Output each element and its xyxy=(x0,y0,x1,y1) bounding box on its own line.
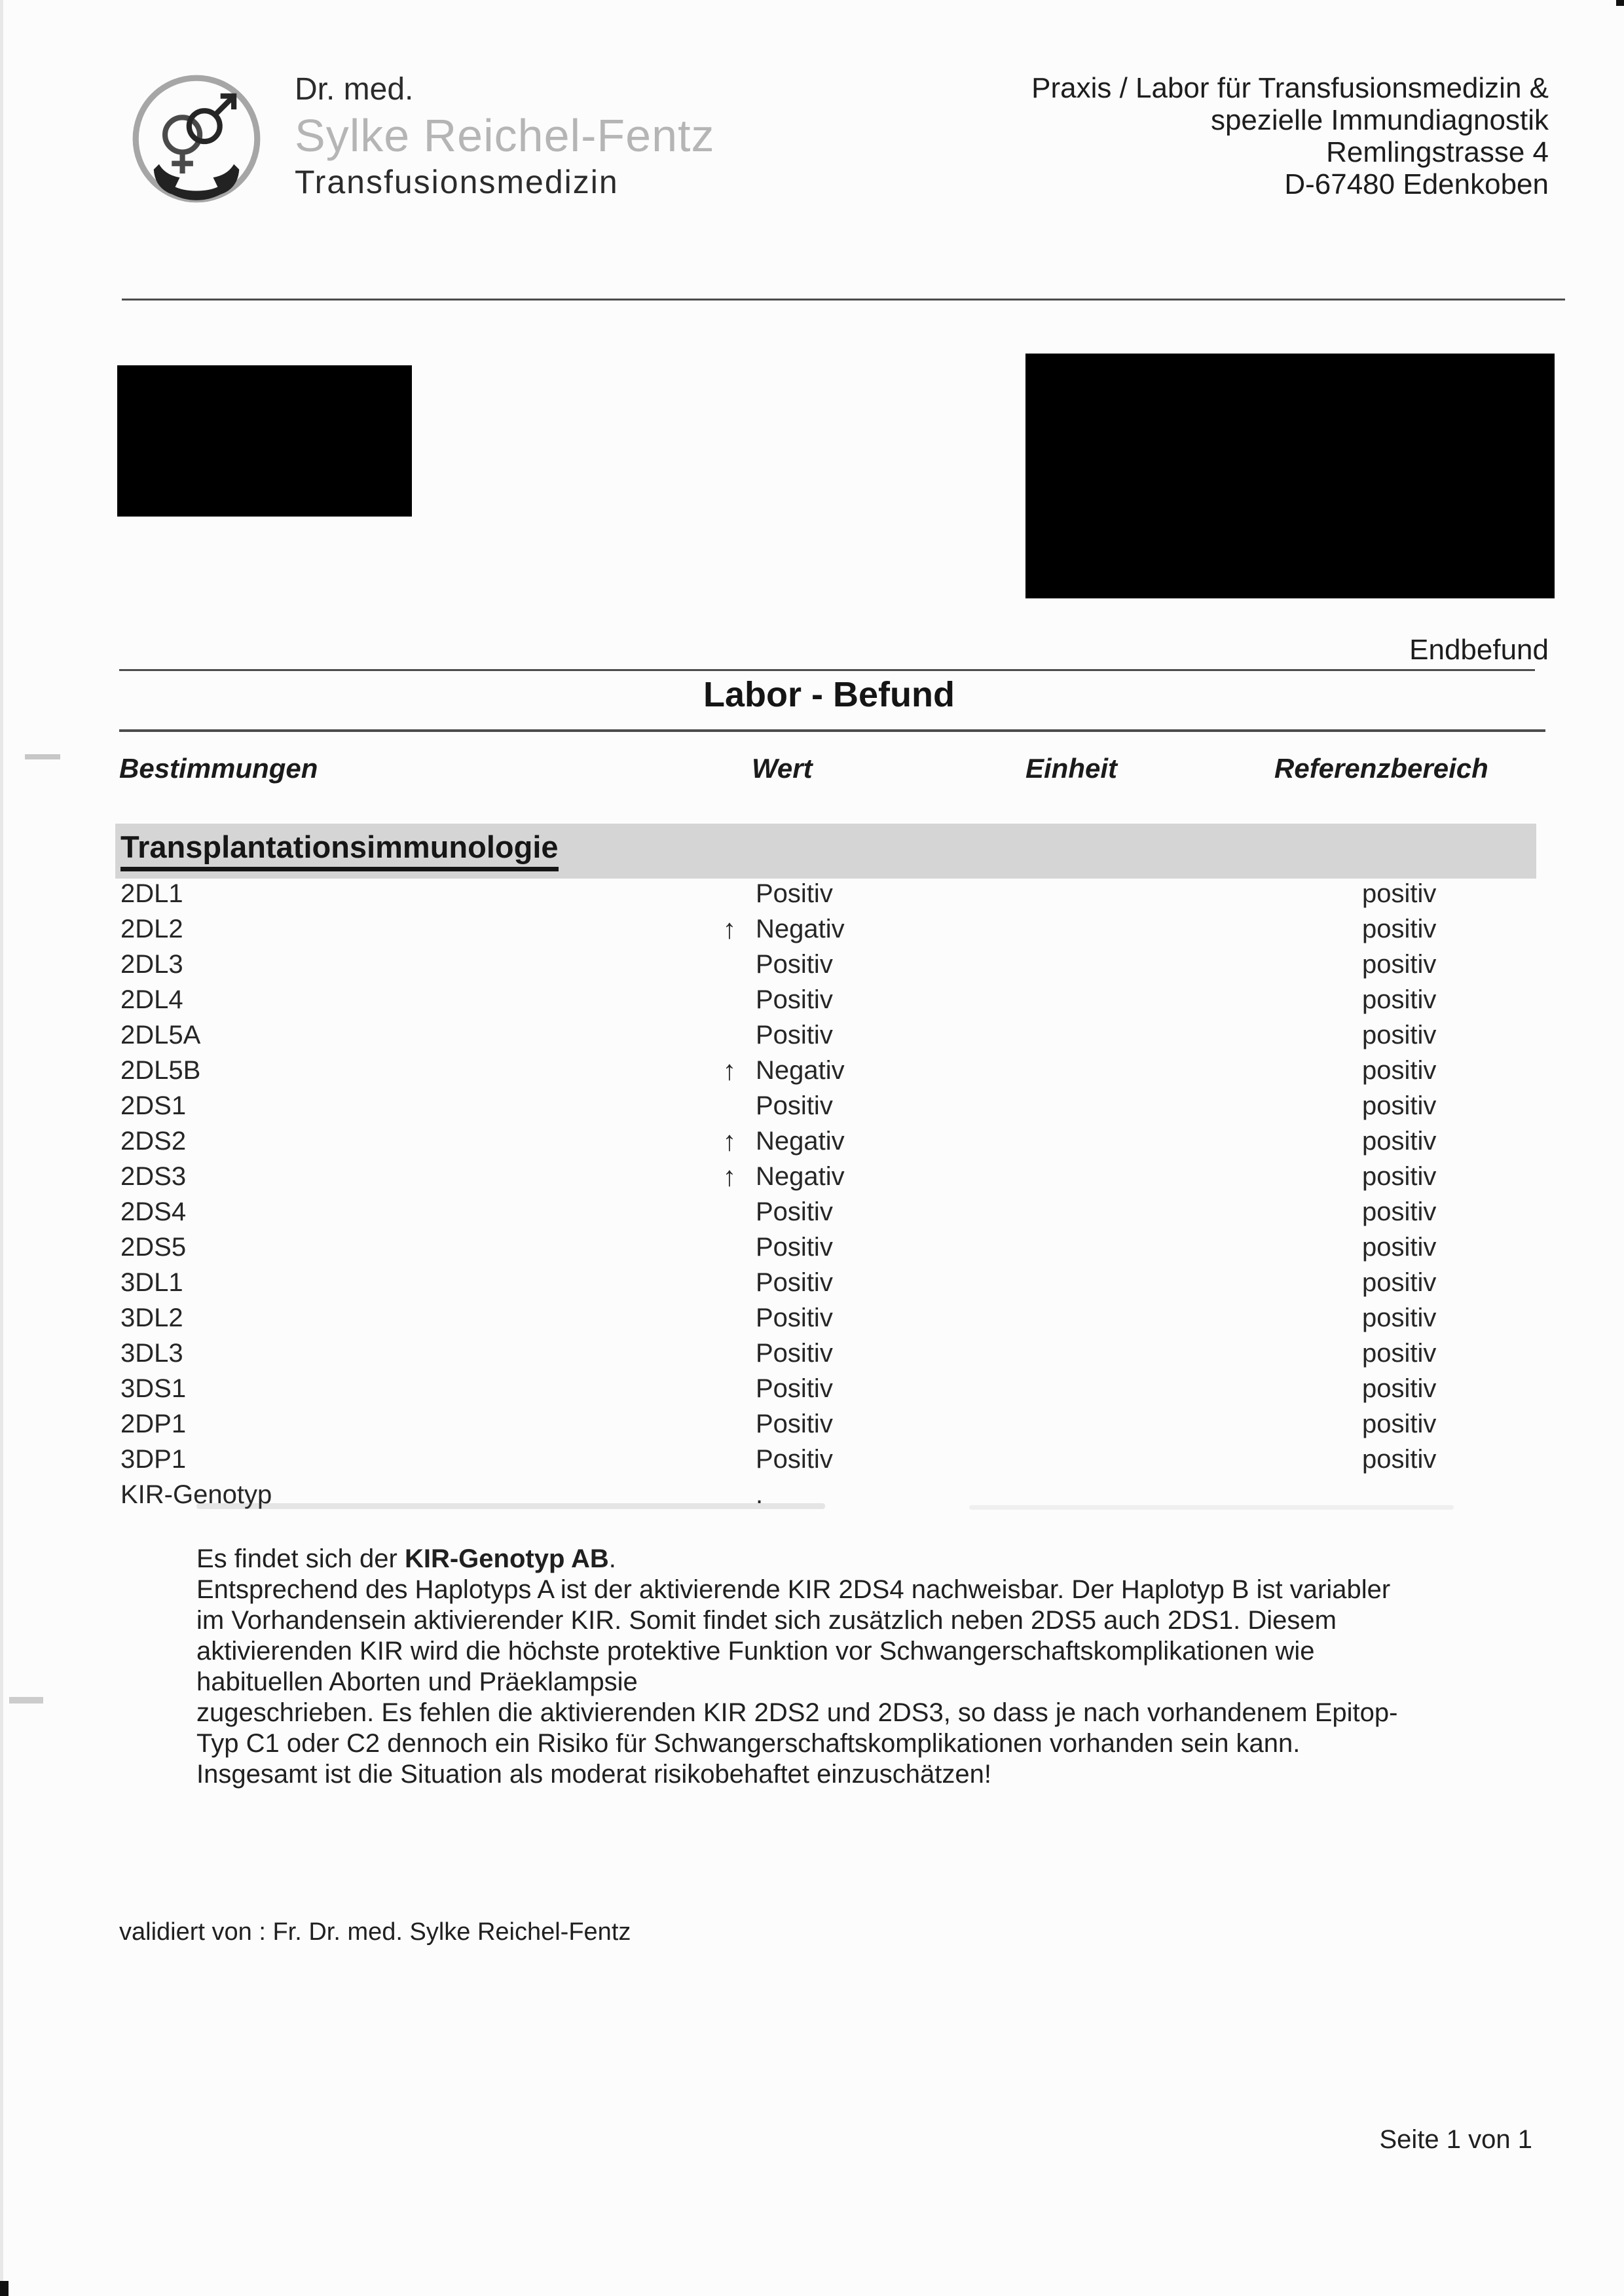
comment-line1-prefix: Es findet sich der xyxy=(196,1544,405,1573)
interpretation-comment xyxy=(196,1544,1545,1790)
scan-artifact-smudge-1 xyxy=(196,1503,825,1509)
reference-value: positiv xyxy=(1362,1127,1437,1156)
analyte-name: 3DL3 xyxy=(120,1339,183,1368)
scan-artifact-margin-dash-2 xyxy=(9,1697,43,1704)
doctor-block xyxy=(295,71,714,202)
section-title: Transplantationsimmunologie xyxy=(120,829,559,871)
result-value: Negativ xyxy=(756,1127,845,1156)
reference-value: positiv xyxy=(1362,950,1437,979)
analyte-name: 3DL2 xyxy=(120,1303,183,1332)
results-table-body xyxy=(119,876,1540,1512)
scan-artifact-margin-dash-1 xyxy=(25,754,60,759)
column-header-bestimmungen: Bestimmungen xyxy=(119,753,318,784)
table-row xyxy=(119,1053,1540,1088)
flag-arrow-icon: ↑ xyxy=(722,1055,737,1085)
reference-value: positiv xyxy=(1362,1374,1437,1403)
comment-lines xyxy=(196,1575,1545,1790)
result-value: Negativ xyxy=(756,915,845,943)
analyte-name: 2DL2 xyxy=(120,915,183,943)
result-value: Negativ xyxy=(756,1056,845,1085)
doctor-title: Dr. med. xyxy=(295,72,414,107)
practice-address-line: D-67480 Edenkoben xyxy=(1284,168,1549,200)
analyte-name: 2DL5A xyxy=(120,1021,201,1049)
comment-genotype-bold: KIR-Genotyp AB xyxy=(404,1544,609,1573)
table-row xyxy=(119,982,1540,1017)
flag-arrow-icon: ↑ xyxy=(722,1161,737,1192)
analyte-name: 2DL3 xyxy=(120,950,183,979)
comment-line: zugeschrieben. Es fehlen die aktivierenden KIR 2DS2 und 2DS3, so dass je nach vorhandenem Epitop- xyxy=(196,1698,1398,1727)
result-value: Positiv xyxy=(756,1233,833,1262)
page-number: Seite 1 von 1 xyxy=(1379,2125,1532,2154)
section-banner xyxy=(115,824,1536,879)
reference-value: positiv xyxy=(1362,1303,1437,1332)
letterhead-divider xyxy=(122,299,1565,301)
flag-arrow-icon: ↑ xyxy=(722,913,737,944)
gender-hands-logo-icon xyxy=(130,72,263,206)
comment-line: Typ C1 oder C2 dennoch ein Risiko für Schwangerschaftskomplikationen vorhanden sein kann. xyxy=(196,1729,1301,1758)
reference-value: positiv xyxy=(1362,1410,1437,1438)
comment-line-1 xyxy=(196,1544,1545,1575)
table-row xyxy=(119,1230,1540,1265)
analyte-name: 2DS2 xyxy=(120,1127,187,1156)
result-value: Positiv xyxy=(756,1374,833,1403)
title-divider-top xyxy=(119,669,1535,671)
result-value: Positiv xyxy=(756,1339,833,1368)
practice-address xyxy=(1031,72,1549,200)
doctor-name: Sylke Reichel-Fentz xyxy=(295,110,715,161)
doctor-specialty: Transfusionsmedizin xyxy=(295,164,619,200)
table-row xyxy=(119,1336,1540,1371)
analyte-name: 2DL4 xyxy=(120,985,183,1014)
reference-value: positiv xyxy=(1362,1091,1437,1120)
table-row xyxy=(119,1442,1540,1477)
comment-line: Entsprechend des Haplotyps A ist der aktivierende KIR 2DS4 nachweisbar. Der Haplotyp B ist variabler xyxy=(196,1575,1391,1604)
table-row xyxy=(119,1300,1540,1336)
table-row xyxy=(119,1406,1540,1442)
comment-line1-suffix: . xyxy=(608,1544,616,1573)
analyte-name: 2DS1 xyxy=(120,1091,187,1120)
result-value: Positiv xyxy=(756,1268,833,1297)
analyte-name: 2DS4 xyxy=(120,1197,187,1226)
table-row xyxy=(119,1159,1540,1194)
table-row xyxy=(119,1194,1540,1230)
practice-address-line: Remlingstrasse 4 xyxy=(1326,136,1549,168)
result-value: Negativ xyxy=(756,1162,845,1191)
table-row xyxy=(119,911,1540,947)
column-header-referenzbereich: Referenzbereich xyxy=(1274,753,1488,784)
scan-edge-shadow xyxy=(0,0,3,2296)
result-value: Positiv xyxy=(756,950,833,979)
analyte-name: 2DS5 xyxy=(120,1233,187,1262)
reference-value: positiv xyxy=(1362,1268,1437,1297)
table-row xyxy=(119,947,1540,982)
analyte-name: 2DL5B xyxy=(120,1056,201,1085)
result-value: Positiv xyxy=(756,985,833,1014)
result-value: Positiv xyxy=(756,1410,833,1438)
result-value: Positiv xyxy=(756,1197,833,1226)
flag-arrow-icon: ↑ xyxy=(722,1125,737,1156)
title-divider-bottom xyxy=(119,729,1545,732)
practice-address-line: spezielle Immundiagnostik xyxy=(1210,104,1549,136)
comment-line: Insgesamt ist die Situation als moderat risikobehaftet einzuschätzen! xyxy=(196,1760,991,1789)
reference-value: positiv xyxy=(1362,1233,1437,1262)
analyte-name: 2DP1 xyxy=(120,1410,187,1438)
comment-line: im Vorhandensein aktivierender KIR. Somit findet sich zusätzlich neben 2DS5 auch 2DS1. Diesem xyxy=(196,1606,1337,1635)
table-row xyxy=(119,1017,1540,1053)
reference-value: positiv xyxy=(1362,1445,1437,1474)
analyte-name: 3DP1 xyxy=(120,1445,187,1474)
result-value: Positiv xyxy=(756,1091,833,1120)
report-title: Labor - Befund xyxy=(703,675,955,714)
table-row xyxy=(119,876,1540,911)
redacted-recipient-block xyxy=(117,365,412,517)
table-row xyxy=(119,1123,1540,1159)
results-table-header xyxy=(119,753,1540,786)
table-row xyxy=(119,1371,1540,1406)
analyte-name: 2DS3 xyxy=(120,1162,187,1191)
result-value: Positiv xyxy=(756,1445,833,1474)
practice-address-line: Praxis / Labor für Transfusionsmedizin & xyxy=(1031,72,1549,104)
analyte-name: KIR-Genotyp xyxy=(120,1480,272,1509)
analyte-name: 3DS1 xyxy=(120,1374,187,1403)
reference-value: positiv xyxy=(1362,985,1437,1014)
reference-value: positiv xyxy=(1362,1162,1437,1191)
reference-value: positiv xyxy=(1362,915,1437,943)
table-row xyxy=(119,1088,1540,1123)
result-value: Positiv xyxy=(756,1021,833,1049)
reference-value: positiv xyxy=(1362,1197,1437,1226)
table-row xyxy=(119,1265,1540,1300)
validated-by-line: validiert von : Fr. Dr. med. Sylke Reichel-Fentz xyxy=(119,1918,631,1946)
comment-line: habituellen Aborten und Präeklampsie xyxy=(196,1667,638,1696)
comment-line: aktivierenden KIR wird die höchste protektive Funktion vor Schwangerschaftskomplikationen wie xyxy=(196,1637,1315,1666)
analyte-name: 2DL1 xyxy=(120,879,183,908)
result-value: . xyxy=(756,1480,764,1509)
reference-value: positiv xyxy=(1362,879,1437,908)
reference-value: positiv xyxy=(1362,1021,1437,1049)
analyte-name: 3DL1 xyxy=(120,1268,183,1297)
result-value: Positiv xyxy=(756,879,833,908)
result-value: Positiv xyxy=(756,1303,833,1332)
scan-artifact-corner-top-right xyxy=(1616,0,1624,6)
scan-artifact-smudge-2 xyxy=(969,1505,1454,1510)
practice-logo xyxy=(130,72,263,206)
reference-value: positiv xyxy=(1362,1056,1437,1085)
column-header-einheit: Einheit xyxy=(1025,753,1118,784)
redacted-patient-block xyxy=(1025,354,1555,598)
report-status-label: Endbefund xyxy=(1409,634,1549,666)
column-header-wert: Wert xyxy=(752,753,813,784)
scan-artifact-corner-bottom-left xyxy=(0,2281,9,2296)
reference-value: positiv xyxy=(1362,1339,1437,1368)
